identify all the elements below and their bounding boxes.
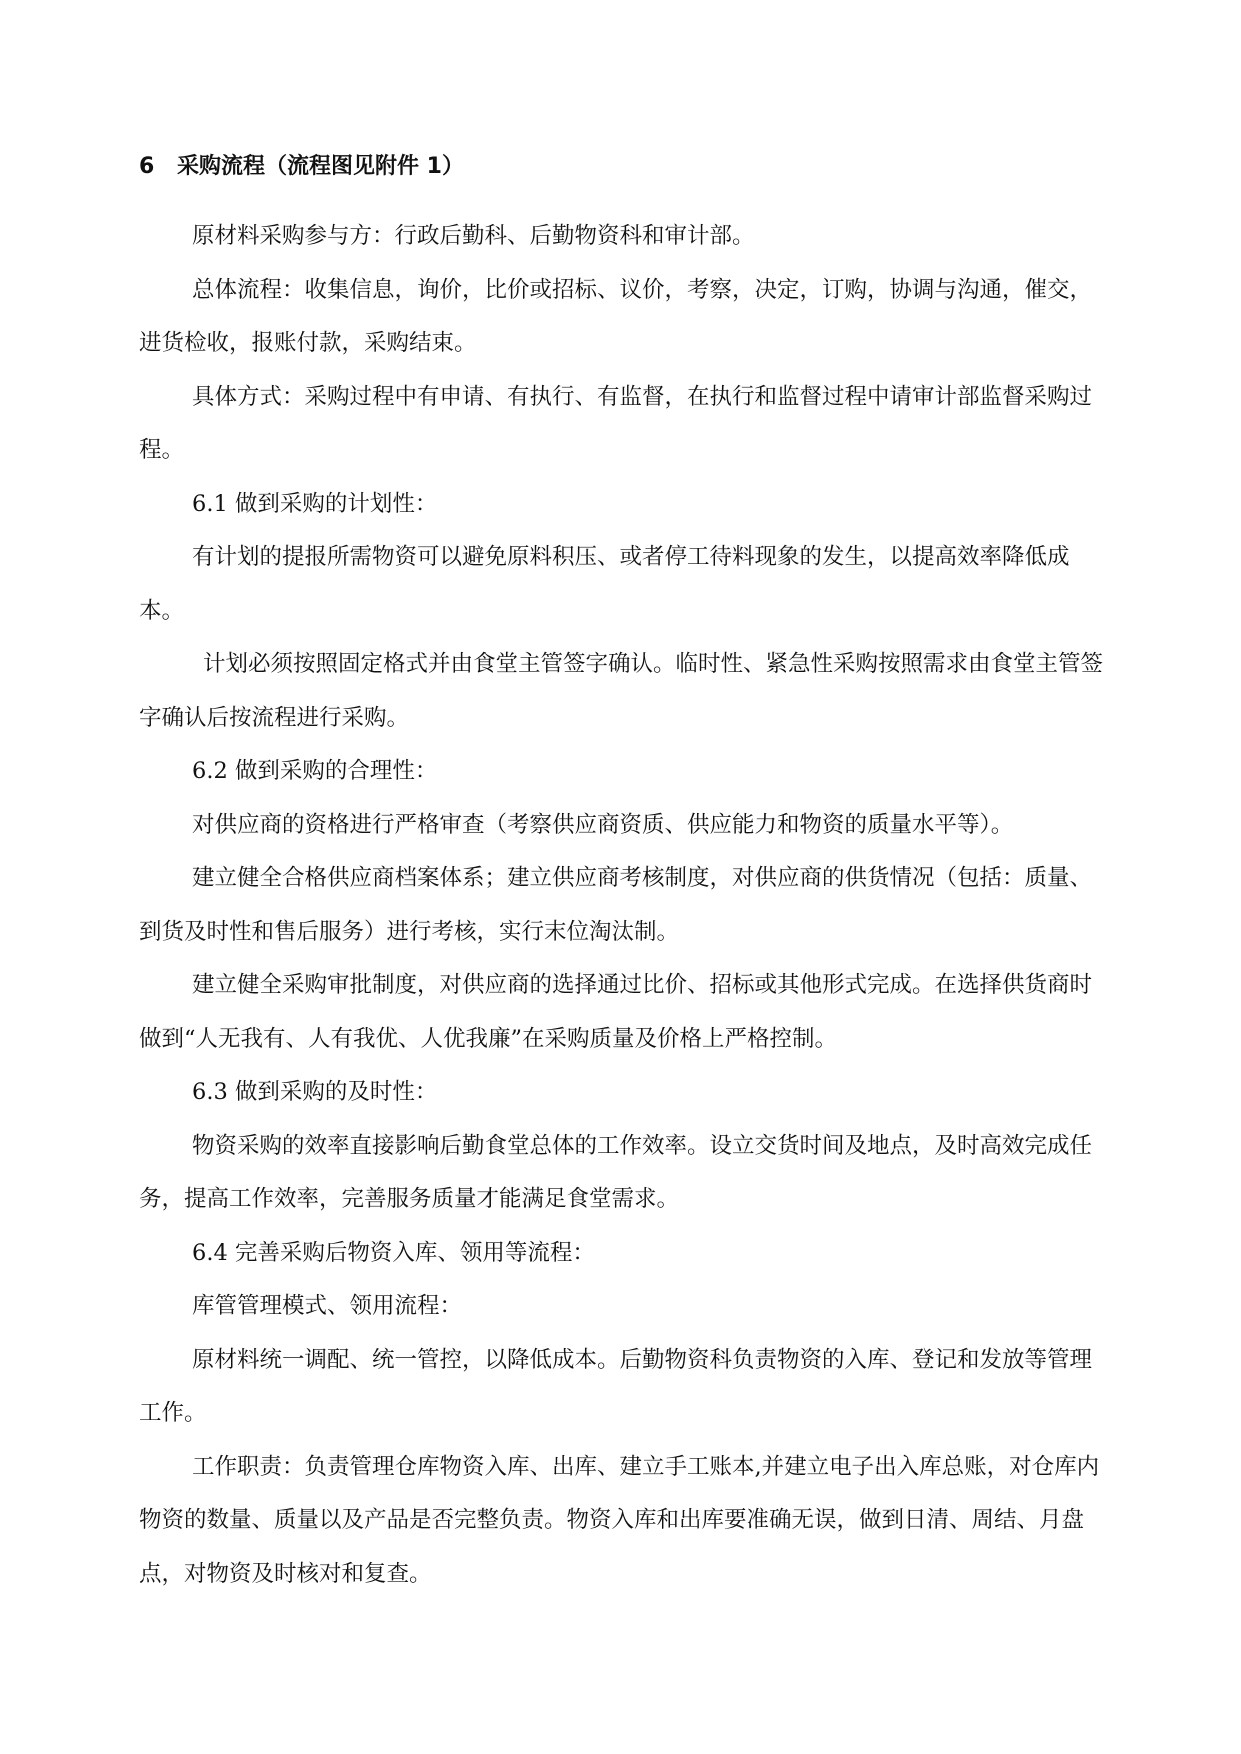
paragraph-material-control: 原材料统一调配、统一管控，以降低成本。后勤物资科负责物资的入库、登记和发放等管理工作。 [139, 1346, 1093, 1426]
paragraph-supplier-archive: 建立健全合格供应商档案体系；建立供应商考核制度，对供应商的供货情况（包括：质量、到货及时性和售后服务）进行考核，实行末位淘汰制。 [139, 865, 1093, 945]
subheading-6-3: 6.3 做到采购的及时性： [192, 1079, 438, 1105]
paragraph-plan-format: 计划必须按照固定格式并由食堂主管签字确认。临时性、紧急性采购按照需求由食堂主管签字确认后按流程进行采购。 [139, 651, 1104, 731]
paragraph-responsibilities: 工作职责：负责管理仓库物资入库、出库、建立手工账本,并建立电子出入库总账，对仓库内物资的数量、质量以及产品是否完整负责。物资入库和出库要准确无误，做到日清、周结、月盘点，对物资及时核对和复查。 [139, 1453, 1100, 1587]
paragraph-supplier-review: 对供应商的资格进行严格审查（考察供应商资质、供应能力和物资的质量水平等）。 [192, 811, 1014, 838]
paragraph-participants: 原材料采购参与方：行政后勤科、后勤物资科和审计部。 [192, 223, 755, 249]
subheading-6-4: 6.4 完善采购后物资入库、领用等流程： [192, 1239, 595, 1266]
section-title: 采购流程（流程图见附件 1） [177, 154, 464, 179]
paragraph-approval-system: 建立健全采购审批制度，对供应商的选择通过比价、招标或其他形式完成。在选择供货商时做到“人无我有、人有我优、人优我廉”在采购质量及价格上严格控制。 [139, 972, 1093, 1052]
subheading-6-2: 6.2 做到采购的合理性： [192, 758, 438, 784]
subheading-6-1: 6.1 做到采购的计划性： [192, 490, 438, 517]
section-number: 6 [139, 154, 155, 179]
paragraph-efficiency: 物资采购的效率直接影响后勤食堂总体的工作效率。设立交货时间及地点，及时高效完成任务，提高工作效率，完善服务质量才能满足食堂需求。 [139, 1132, 1093, 1212]
paragraph-planning: 有计划的提报所需物资可以避免原料积压、或者停工待料现象的发生，以提高效率降低成本。 [139, 544, 1070, 624]
paragraph-specific-method: 具体方式：采购过程中有申请、有执行、有监督，在执行和监督过程中请审计部监督采购过程。 [139, 383, 1093, 463]
document-body [139, 210, 1109, 1601]
paragraph-overall-process: 总体流程：收集信息，询价，比价或招标、议价，考察，决定，订购，协调与沟通，催交，进货检收，报账付款，采购结束。 [139, 276, 1093, 356]
section-heading [139, 152, 464, 182]
paragraph-warehouse-mode: 库管管理模式、领用流程： [192, 1293, 463, 1319]
